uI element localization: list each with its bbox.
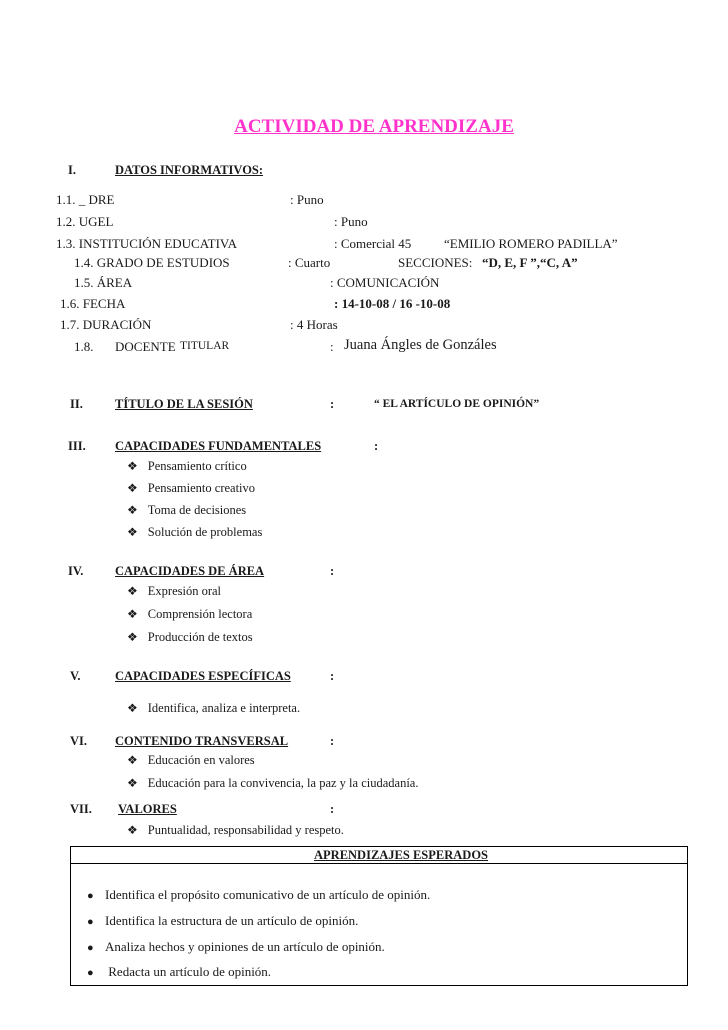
- section5-heading: CAPACIDADES ESPECÍFICAS: [115, 669, 291, 683]
- section7-colon: :: [330, 802, 335, 816]
- bullet-icon: ●: [87, 967, 94, 979]
- list-item: Redacta un artículo de opinión.: [105, 964, 272, 979]
- list-item: ❖ Solución de problemas: [127, 525, 262, 540]
- date-value: : 14-10-08 / 16 -10-08: [334, 296, 451, 311]
- section4-heading: CAPACIDADES DE ÁREA: [115, 564, 265, 578]
- section2-number: II.: [70, 397, 83, 411]
- sections-label: SECCIONES:: [398, 255, 473, 270]
- list-item: ❖ Toma de decisiones: [127, 503, 246, 518]
- dre-label: 1.1. _ DRE: [56, 192, 115, 207]
- expected-learning-heading: APRENDIZAJES ESPERADOS: [71, 847, 687, 864]
- teacher-colon: :: [330, 339, 334, 354]
- ugel-label: 1.2. UGEL: [56, 214, 114, 229]
- section3-heading: CAPACIDADES FUNDAMENTALES: [115, 439, 322, 453]
- duration-label: 1.7. DURACIÓN: [60, 317, 152, 332]
- list-item: ❖ Pensamiento creativo: [127, 481, 255, 496]
- list-item: Identifica la estructura de un artículo de opinión.: [105, 913, 359, 928]
- duration-value: : 4 Horas: [290, 317, 338, 332]
- list-item: Analiza hechos y opiniones de un artículo de opinión.: [105, 939, 385, 954]
- page-title: ACTIVIDAD DE APRENDIZAJE: [234, 116, 514, 137]
- area-value: : COMUNICACIÓN: [330, 275, 440, 290]
- institution-name: “EMILIO ROMERO PADILLA”: [444, 236, 618, 251]
- institution-value: : Comercial 45: [334, 236, 412, 251]
- section1-heading: DATOS INFORMATIVOS:: [115, 163, 264, 177]
- section3-colon: :: [374, 439, 379, 453]
- teacher-label: DOCENTE: [115, 339, 176, 354]
- section6-colon: :: [330, 734, 335, 748]
- teacher-label-titular: TITULAR: [180, 340, 230, 352]
- list-item: ❖ Producción de textos: [127, 630, 253, 645]
- section5-colon: :: [330, 669, 335, 683]
- list-item: ❖ Expresión oral: [127, 584, 221, 599]
- institution-label: 1.3. INSTITUCIÓN EDUCATIVA: [56, 236, 238, 251]
- sections-value: “D, E, F ”,“C, A”: [482, 255, 578, 270]
- list-item: ❖ Puntualidad, responsabilidad y respeto.: [127, 823, 344, 838]
- ugel-value: : Puno: [334, 214, 368, 229]
- list-item: ❖ Educación para la convivencia, la paz y la ciudadanía.: [127, 776, 418, 791]
- section7-heading: VALORES: [118, 802, 177, 816]
- section4-number: IV.: [68, 564, 84, 578]
- section7-number: VII.: [70, 802, 92, 816]
- section4-colon: :: [330, 564, 335, 578]
- section3-number: III.: [68, 439, 86, 453]
- bullet-icon: ●: [87, 890, 94, 902]
- bullet-icon: ●: [87, 942, 94, 954]
- list-item: Identifica el propósito comunicativo de un artículo de opinión.: [105, 887, 431, 902]
- section6-number: VI.: [70, 734, 88, 748]
- session-title: “ EL ARTÍCULO DE OPINIÓN”: [374, 398, 540, 410]
- list-item: ❖ Comprensión lectora: [127, 607, 252, 622]
- date-label: 1.6. FECHA: [60, 296, 126, 311]
- section2-heading: TÍTULO DE LA SESIÓN: [115, 397, 253, 411]
- teacher-number: 1.8.: [74, 339, 94, 354]
- section1-number: I.: [68, 163, 76, 177]
- area-label: 1.5. ÁREA: [74, 275, 133, 290]
- teacher-value: Juana Ángles de Gonzáles: [344, 337, 497, 353]
- list-item: ❖ Identifica, analiza e interpreta.: [127, 701, 300, 716]
- section2-colon: :: [330, 397, 335, 411]
- grade-value: : Cuarto: [288, 255, 331, 270]
- list-item: ❖ Educación en valores: [127, 753, 255, 768]
- dre-value: : Puno: [290, 192, 324, 207]
- grade-label: 1.4. GRADO DE ESTUDIOS: [74, 255, 230, 270]
- section5-number: V.: [70, 669, 81, 683]
- expected-learning-table: [70, 846, 688, 986]
- bullet-icon: ●: [87, 916, 94, 928]
- list-item: ❖ Pensamiento crítico: [127, 459, 247, 474]
- section6-heading: CONTENIDO TRANSVERSAL: [115, 734, 289, 748]
